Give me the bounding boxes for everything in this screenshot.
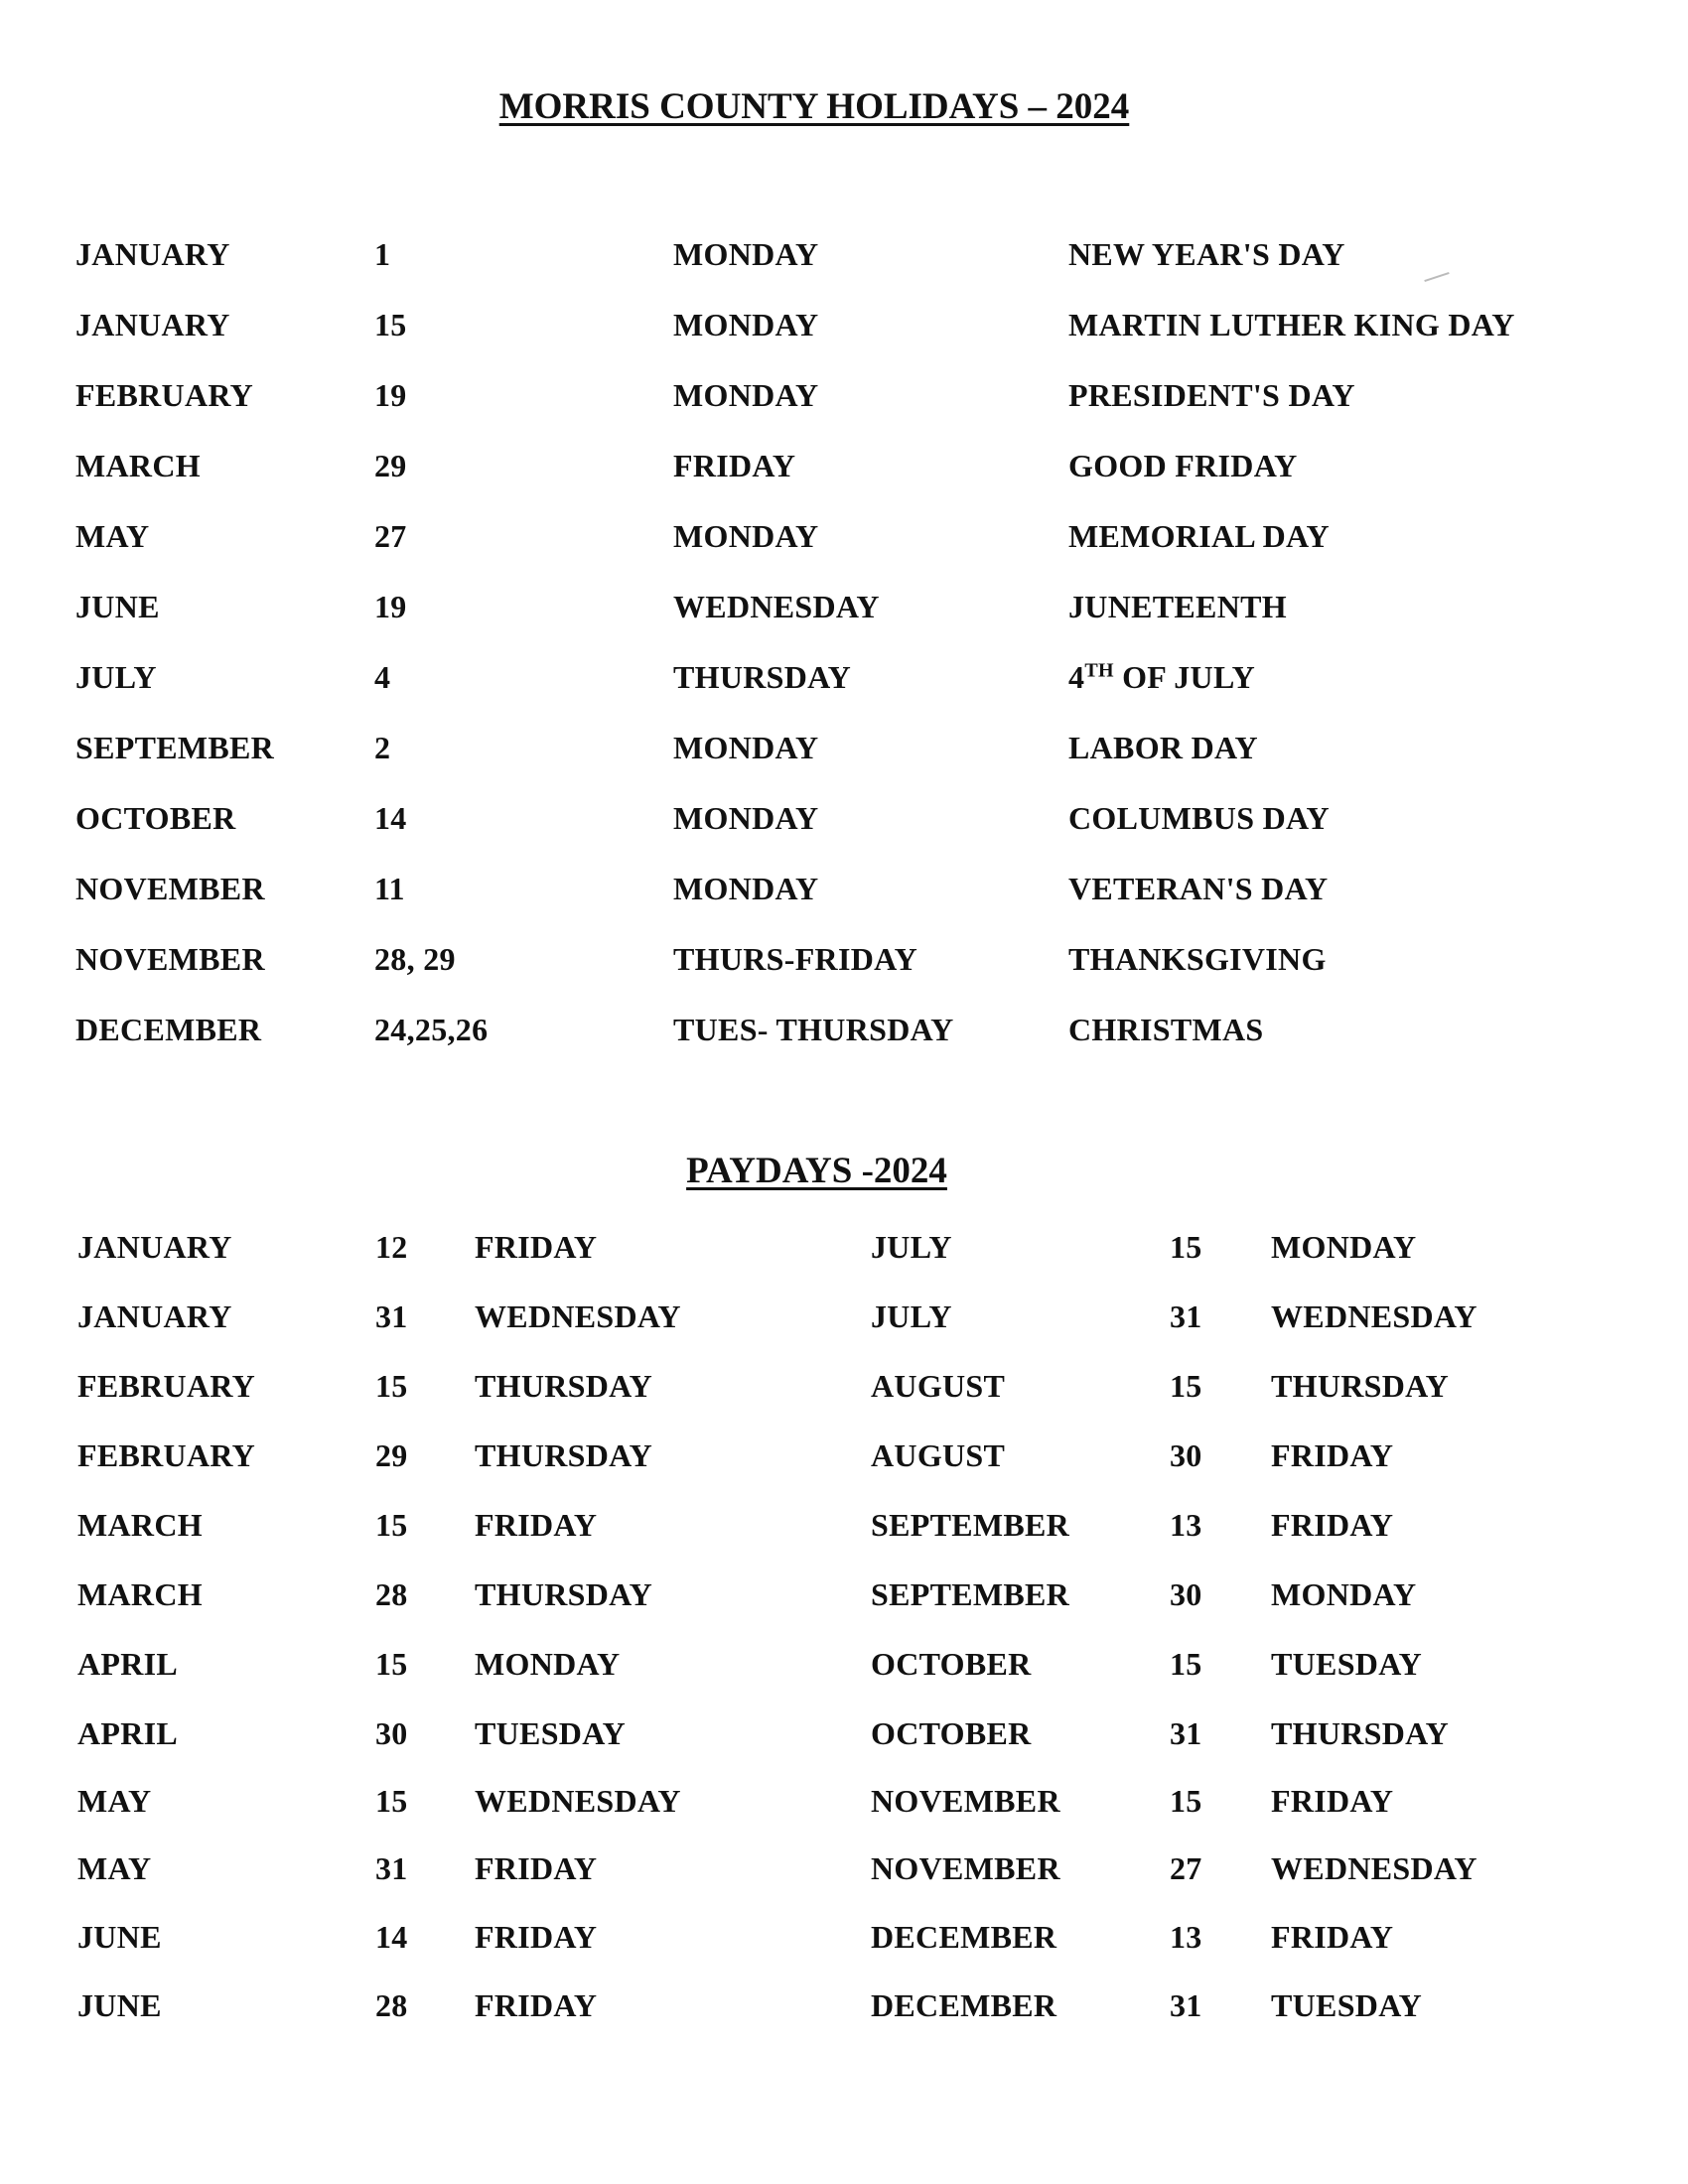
payday-month-left: FEBRUARY	[77, 1368, 256, 1404]
holiday-month: JULY	[75, 659, 157, 695]
payday-weekday-right: FRIDAY	[1271, 1437, 1394, 1473]
holiday-name: PRESIDENT'S DAY	[1068, 377, 1355, 413]
holiday-day: 4	[374, 659, 391, 695]
payday-month-left: MARCH	[77, 1507, 203, 1543]
payday-weekday-left: FRIDAY	[475, 1919, 598, 1955]
payday-weekday-left: WEDNESDAY	[475, 1783, 681, 1819]
payday-month-right: NOVEMBER	[871, 1783, 1060, 1819]
holiday-month: DECEMBER	[75, 1012, 262, 1047]
payday-row	[0, 1919, 1688, 1969]
holiday-day: 15	[374, 307, 407, 342]
payday-weekday-right: FRIDAY	[1271, 1783, 1394, 1819]
holiday-name: NEW YEAR'S DAY	[1068, 236, 1345, 272]
holiday-name: VETERAN'S DAY	[1068, 871, 1329, 906]
holiday-name: MEMORIAL DAY	[1068, 518, 1330, 554]
payday-day-right: 15	[1170, 1783, 1202, 1819]
payday-row	[0, 1507, 1688, 1557]
holiday-weekday: MONDAY	[673, 800, 819, 836]
holiday-row	[0, 448, 1688, 497]
holiday-row	[0, 871, 1688, 920]
holiday-weekday: MONDAY	[673, 730, 819, 765]
holiday-month: FEBRUARY	[75, 377, 254, 413]
payday-day-right: 30	[1170, 1576, 1202, 1612]
holiday-name: THANKSGIVING	[1068, 941, 1327, 977]
payday-day-right: 15	[1170, 1368, 1202, 1404]
paydays-title: PAYDAYS -2024	[686, 1151, 947, 1191]
payday-month-left: MARCH	[77, 1576, 203, 1612]
holiday-day: 19	[374, 377, 407, 413]
payday-month-right: OCTOBER	[871, 1715, 1032, 1751]
payday-weekday-right: MONDAY	[1271, 1229, 1417, 1265]
payday-day-right: 30	[1170, 1437, 1202, 1473]
payday-day-left: 30	[375, 1715, 408, 1751]
payday-month-right: DECEMBER	[871, 1919, 1057, 1955]
payday-weekday-right: FRIDAY	[1271, 1507, 1394, 1543]
holiday-weekday: MONDAY	[673, 377, 819, 413]
payday-weekday-right: THURSDAY	[1271, 1715, 1450, 1751]
payday-day-right: 15	[1170, 1646, 1202, 1682]
payday-weekday-right: MONDAY	[1271, 1576, 1417, 1612]
holiday-row	[0, 730, 1688, 779]
holiday-weekday: THURS-FRIDAY	[673, 941, 918, 977]
payday-day-left: 15	[375, 1368, 408, 1404]
payday-day-left: 15	[375, 1646, 408, 1682]
payday-day-right: 31	[1170, 1987, 1202, 2023]
holiday-weekday: MONDAY	[673, 871, 819, 906]
holiday-month: MARCH	[75, 448, 201, 483]
payday-day-left: 14	[375, 1919, 408, 1955]
holiday-day: 28, 29	[374, 941, 456, 977]
payday-month-left: APRIL	[77, 1646, 179, 1682]
holiday-weekday: MONDAY	[673, 307, 819, 342]
payday-row	[0, 1987, 1688, 2037]
payday-month-left: MAY	[77, 1783, 152, 1819]
payday-weekday-left: MONDAY	[475, 1646, 621, 1682]
holiday-day: 24,25,26	[374, 1012, 489, 1047]
payday-row	[0, 1576, 1688, 1626]
payday-row	[0, 1298, 1688, 1348]
payday-month-left: FEBRUARY	[77, 1437, 256, 1473]
holiday-weekday: WEDNESDAY	[673, 589, 880, 624]
payday-month-left: MAY	[77, 1850, 152, 1886]
payday-weekday-right: TUESDAY	[1271, 1987, 1423, 2023]
holiday-row	[0, 377, 1688, 427]
payday-weekday-right: WEDNESDAY	[1271, 1850, 1477, 1886]
payday-month-right: SEPTEMBER	[871, 1576, 1070, 1612]
holiday-row	[0, 800, 1688, 850]
payday-day-right: 13	[1170, 1507, 1202, 1543]
payday-row	[0, 1437, 1688, 1487]
holiday-row	[0, 1012, 1688, 1061]
payday-row	[0, 1850, 1688, 1900]
payday-month-left: JUNE	[77, 1919, 162, 1955]
payday-day-left: 29	[375, 1437, 408, 1473]
payday-day-left: 15	[375, 1507, 408, 1543]
holiday-day: 1	[374, 236, 391, 272]
payday-weekday-left: TUESDAY	[475, 1715, 627, 1751]
payday-weekday-left: FRIDAY	[475, 1850, 598, 1886]
payday-row	[0, 1783, 1688, 1833]
holiday-month: SEPTEMBER	[75, 730, 275, 765]
payday-weekday-left: THURSDAY	[475, 1576, 653, 1612]
holiday-month: MAY	[75, 518, 150, 554]
holiday-day: 27	[374, 518, 407, 554]
payday-day-left: 31	[375, 1850, 408, 1886]
holiday-row	[0, 589, 1688, 638]
payday-weekday-right: TUESDAY	[1271, 1646, 1423, 1682]
payday-weekday-left: FRIDAY	[475, 1229, 598, 1265]
holiday-name-prefix: 4	[1068, 659, 1085, 695]
holiday-name: COLUMBUS DAY	[1068, 800, 1330, 836]
payday-weekday-right: FRIDAY	[1271, 1919, 1394, 1955]
payday-weekday-left: THURSDAY	[475, 1437, 653, 1473]
payday-month-right: JULY	[871, 1229, 952, 1265]
payday-month-left: JANUARY	[77, 1298, 232, 1334]
payday-day-left: 28	[375, 1987, 408, 2023]
payday-weekday-right: THURSDAY	[1271, 1368, 1450, 1404]
holiday-name: JUNETEENTH	[1068, 589, 1287, 624]
payday-weekday-left: FRIDAY	[475, 1987, 598, 2023]
payday-day-left: 28	[375, 1576, 408, 1612]
payday-month-right: NOVEMBER	[871, 1850, 1060, 1886]
payday-weekday-left: WEDNESDAY	[475, 1298, 681, 1334]
payday-month-right: JULY	[871, 1298, 952, 1334]
payday-row	[0, 1715, 1688, 1765]
holiday-weekday: THURSDAY	[673, 659, 852, 695]
holiday-day: 14	[374, 800, 407, 836]
holiday-day: 11	[374, 871, 405, 906]
payday-weekday-left: FRIDAY	[475, 1507, 598, 1543]
payday-month-right: AUGUST	[871, 1368, 1006, 1404]
holiday-weekday: MONDAY	[673, 236, 819, 272]
holiday-month: JUNE	[75, 589, 160, 624]
payday-month-right: OCTOBER	[871, 1646, 1032, 1682]
holiday-name-suffix: OF JULY	[1113, 659, 1256, 695]
payday-row	[0, 1646, 1688, 1696]
payday-day-left: 15	[375, 1783, 408, 1819]
payday-month-right: AUGUST	[871, 1437, 1006, 1473]
payday-month-left: JUNE	[77, 1987, 162, 2023]
holiday-month: NOVEMBER	[75, 871, 265, 906]
holiday-row	[0, 307, 1688, 356]
holiday-day: 29	[374, 448, 407, 483]
holiday-name: GOOD FRIDAY	[1068, 448, 1298, 483]
payday-day-right: 31	[1170, 1298, 1202, 1334]
payday-day-right: 15	[1170, 1229, 1202, 1265]
payday-row	[0, 1229, 1688, 1279]
holiday-name: CHRISTMAS	[1068, 1012, 1264, 1047]
holiday-name: LABOR DAY	[1068, 730, 1258, 765]
payday-day-right: 31	[1170, 1715, 1202, 1751]
payday-weekday-left: THURSDAY	[475, 1368, 653, 1404]
holiday-day: 2	[374, 730, 391, 765]
holiday-row	[0, 941, 1688, 991]
payday-month-left: JANUARY	[77, 1229, 232, 1265]
payday-month-right: DECEMBER	[871, 1987, 1057, 2023]
holiday-row	[0, 236, 1688, 286]
payday-day-left: 12	[375, 1229, 408, 1265]
payday-weekday-right: WEDNESDAY	[1271, 1298, 1477, 1334]
payday-day-right: 13	[1170, 1919, 1202, 1955]
holiday-row	[0, 659, 1688, 709]
holidays-title: MORRIS COUNTY HOLIDAYS – 2024	[498, 86, 1130, 127]
payday-row	[0, 1368, 1688, 1418]
holiday-weekday: FRIDAY	[673, 448, 796, 483]
holiday-month: JANUARY	[75, 236, 230, 272]
holiday-month: JANUARY	[75, 307, 230, 342]
holiday-month: OCTOBER	[75, 800, 236, 836]
holiday-name-superscript: TH	[1084, 659, 1114, 682]
holiday-weekday: TUES- THURSDAY	[673, 1012, 954, 1047]
payday-month-right: SEPTEMBER	[871, 1507, 1070, 1543]
payday-month-left: APRIL	[77, 1715, 179, 1751]
holiday-day: 19	[374, 589, 407, 624]
holiday-name	[1068, 659, 1255, 696]
payday-day-right: 27	[1170, 1850, 1202, 1886]
holiday-weekday: MONDAY	[673, 518, 819, 554]
holiday-name: MARTIN LUTHER KING DAY	[1068, 307, 1515, 342]
holiday-month: NOVEMBER	[75, 941, 265, 977]
holiday-row	[0, 518, 1688, 568]
payday-day-left: 31	[375, 1298, 408, 1334]
